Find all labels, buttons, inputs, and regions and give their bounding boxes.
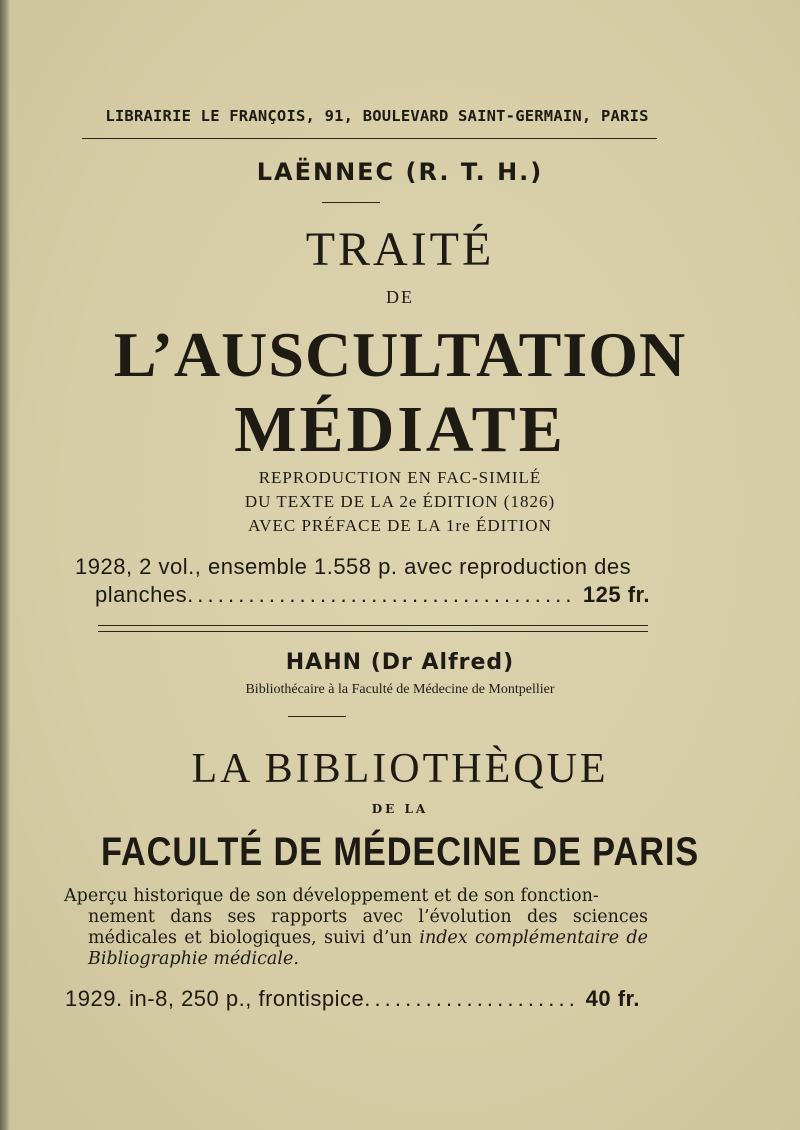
book1-details-line2: planches <box>95 582 188 607</box>
book1-subtitle-line1: REPRODUCTION EN FAC-SIMILÉ <box>258 468 542 487</box>
book2-description-body: nement dans ses rapports avec l’évolution des sciences médicales et biologiques, suivi d’un <box>88 907 648 948</box>
book1-subtitle-line3: AVEC PRÉFACE DE LA 1re ÉDITION <box>248 516 552 535</box>
book1-title-line2: DE <box>386 287 414 307</box>
book2-details-text: 1929. in-8, 250 p., frontispice <box>65 986 365 1011</box>
book2-author: HAHN (Dr Alfred) <box>285 650 515 675</box>
book1-details-line1: 1928, 2 vol., ensemble 1.558 p. avec reproduction des <box>75 554 632 579</box>
book2-description <box>64 886 648 970</box>
book1-short-rule <box>322 202 380 203</box>
book1-subtitle-line2: DU TEXTE DE LA 2e ÉDITION (1826) <box>244 492 556 511</box>
leader-dots <box>364 985 577 1013</box>
book2-price-row <box>65 985 640 1013</box>
book2-affiliation: Bibliothécaire à la Faculté de Médecine de Montpellier <box>245 682 555 697</box>
book2-title-line3: FACULTÉ DE MÉDECINE DE PARIS <box>100 830 700 874</box>
book1-title-line1: TRAITÉ <box>305 223 495 276</box>
section-divider-top <box>98 625 648 626</box>
book2-title-line1: LA BIBLIOTHÈQUE <box>191 746 609 792</box>
book2-price: 40 fr. <box>585 986 640 1011</box>
header-rule <box>82 138 657 139</box>
leader-dots <box>187 581 575 609</box>
publisher-header: LIBRAIRIE LE FRANÇOIS, 91, BOULEVARD SAINT-GERMAIN, PARIS <box>105 107 649 125</box>
book2-description-italic: index complémentaire de Bibliographie médicale. <box>88 928 648 969</box>
book1-details <box>75 553 650 609</box>
book2-details <box>65 985 640 1013</box>
book1-price: 125 fr. <box>582 582 650 607</box>
section-divider-bottom <box>98 631 648 632</box>
book1-price-row <box>75 581 650 609</box>
book1-title-line4: MÉDIATE <box>234 393 566 466</box>
book2-title-line2: DE LA <box>371 802 429 816</box>
book1-title-line3: L’AUSCULTATION <box>113 319 687 390</box>
book1-author: LAËNNEC (R. T. H.) <box>256 158 544 186</box>
book2-description-line1: Aperçu historique de son développement et de son fonction- <box>64 886 599 906</box>
book2-short-rule <box>288 716 346 717</box>
